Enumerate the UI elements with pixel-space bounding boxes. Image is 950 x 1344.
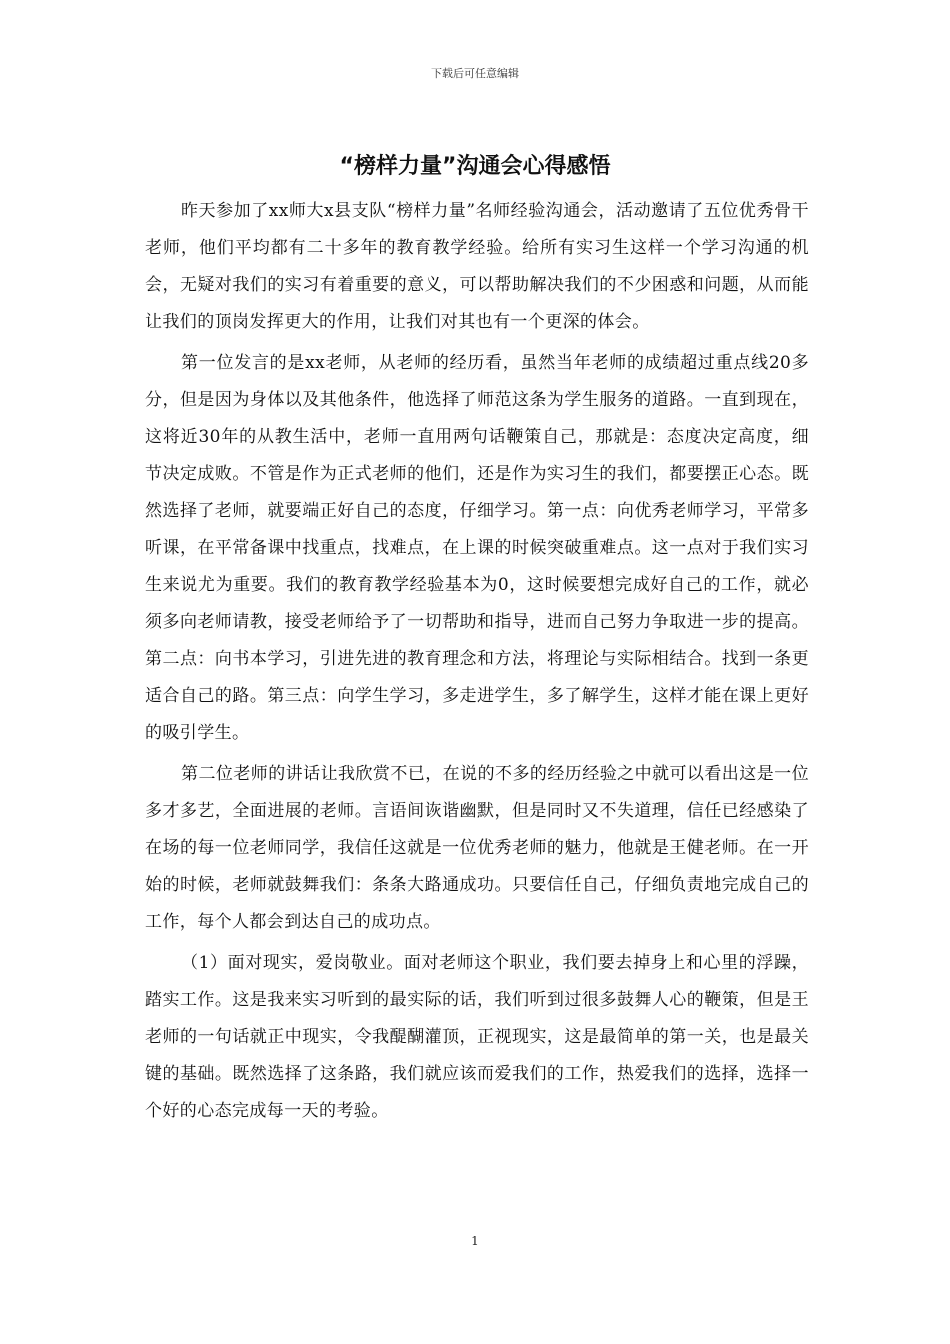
document-body <box>145 193 809 1134</box>
page-header: 下载后可任意编辑 <box>431 67 519 80</box>
document-title: “榜样力量”沟通会心得感悟 <box>339 154 611 179</box>
page-number: 1 <box>471 1234 479 1248</box>
paragraph-point-one: （1）面对现实，爱岗敬业。面对老师这个职业，我们要去掉身上和心里的浮躁，踏实工作。这是我来实习听到的最实际的话，我们听到过很多鼓舞人心的鞭策，但是王老师的一句话就正中现实，令我醍醐灌顶，正视现实，这是最简单的第一关，也是最关键的基础。既然选择了这条路，我们就应该而爱我们的工作，热爱我们的选择，选择一个好的心态完成每一天的考验。 <box>145 953 809 1121</box>
paragraph-first-speaker: 第一位发言的是xx老师，从老师的经历看，虽然当年老师的成绩超过重点线20多分，但是因为身体以及其他条件，他选择了师范这条为学生服务的道路。一直到现在，这将近30年的从教生活中，老师一直用两句话鞭策自己，那就是：态度决定高度，细节决定成败。不管是作为正式老师的他们，还是作为实习生的我们，都要摆正心态。既然选择了老师，就要端正好自己的态度，仔细学习。第一点：向优秀老师学习，平常多听课，在平常备课中找重点，找难点，在上课的时候突破重难点。这一点对于我们实习生来说尤为重要。我们的教育教学经验基本为0，这时候要想完成好自己的工作，就必须多向老师请教，接受老师给予了一切帮助和指导，进而自己努力争取进一步的提高。第二点：向书本学习，引进先进的教育理念和方法，将理论与实际相结合。找到一条更适合自己的路。第三点：向学生学习，多走进学生，多了解学生，这样才能在课上更好的吸引学生。 <box>145 353 809 743</box>
paragraph-intro: 昨天参加了xx师大x县支队“榜样力量”名师经验沟通会，活动邀请了五位优秀骨干老师，他们平均都有二十多年的教育教学经验。给所有实习生这样一个学习沟通的机会，无疑对我们的实习有着重要的意义，可以帮助解决我们的不少困惑和问题，从而能让我们的顶岗发挥更大的作用，让我们对其也有一个更深的体会。 <box>145 201 809 332</box>
paragraph-second-speaker: 第二位老师的讲话让我欣赏不已，在说的不多的经历经验之中就可以看出这是一位多才多艺，全面进展的老师。言语间诙谐幽默，但是同时又不失道理，信任已经感染了在场的每一位老师同学，我信任这就是一位优秀老师的魅力，他就是王健老师。在一开始的时候，老师就鼓舞我们：条条大路通成功。只要信任自己，仔细负责地完成自己的工作，每个人都会到达自己的成功点。 <box>145 764 809 932</box>
